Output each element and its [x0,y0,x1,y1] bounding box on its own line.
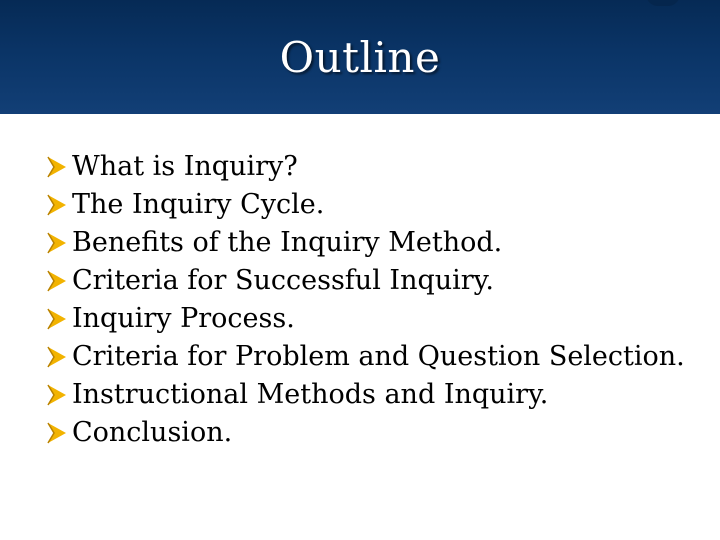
slide-title: Outline [279,33,441,82]
title-bar [0,0,720,114]
bullet-text: Criteria for Successful Inquiry. [72,265,494,296]
bullet-text: Conclusion. [72,417,233,448]
bullet-item [47,227,687,259]
bullet-item [47,189,687,221]
arrowhead-bullet-icon [47,303,72,335]
bullet-item [47,303,687,335]
bullet-item [47,265,687,297]
corner-mark [646,0,680,6]
bullet-text: What is Inquiry? [72,151,298,182]
arrowhead-bullet-icon [47,341,72,373]
bullet-item [47,151,687,183]
bullet-text: Benefits of the Inquiry Method. [72,227,503,258]
arrowhead-bullet-icon [47,189,72,221]
arrowhead-bullet-icon [47,151,72,183]
arrowhead-bullet-icon [47,227,72,259]
arrowhead-bullet-icon [47,265,72,297]
arrowhead-bullet-icon [47,417,72,449]
bullet-item [47,417,687,449]
bullet-item [47,379,687,411]
bullet-text: Instructional Methods and Inquiry. [72,379,549,410]
bullet-list [47,151,687,455]
bullet-item [47,341,687,373]
bullet-text: Criteria for Problem and Question Selection. [72,341,685,372]
bullet-text: Inquiry Process. [72,303,295,334]
arrowhead-bullet-icon [47,379,72,411]
bullet-text: The Inquiry Cycle. [72,189,325,220]
